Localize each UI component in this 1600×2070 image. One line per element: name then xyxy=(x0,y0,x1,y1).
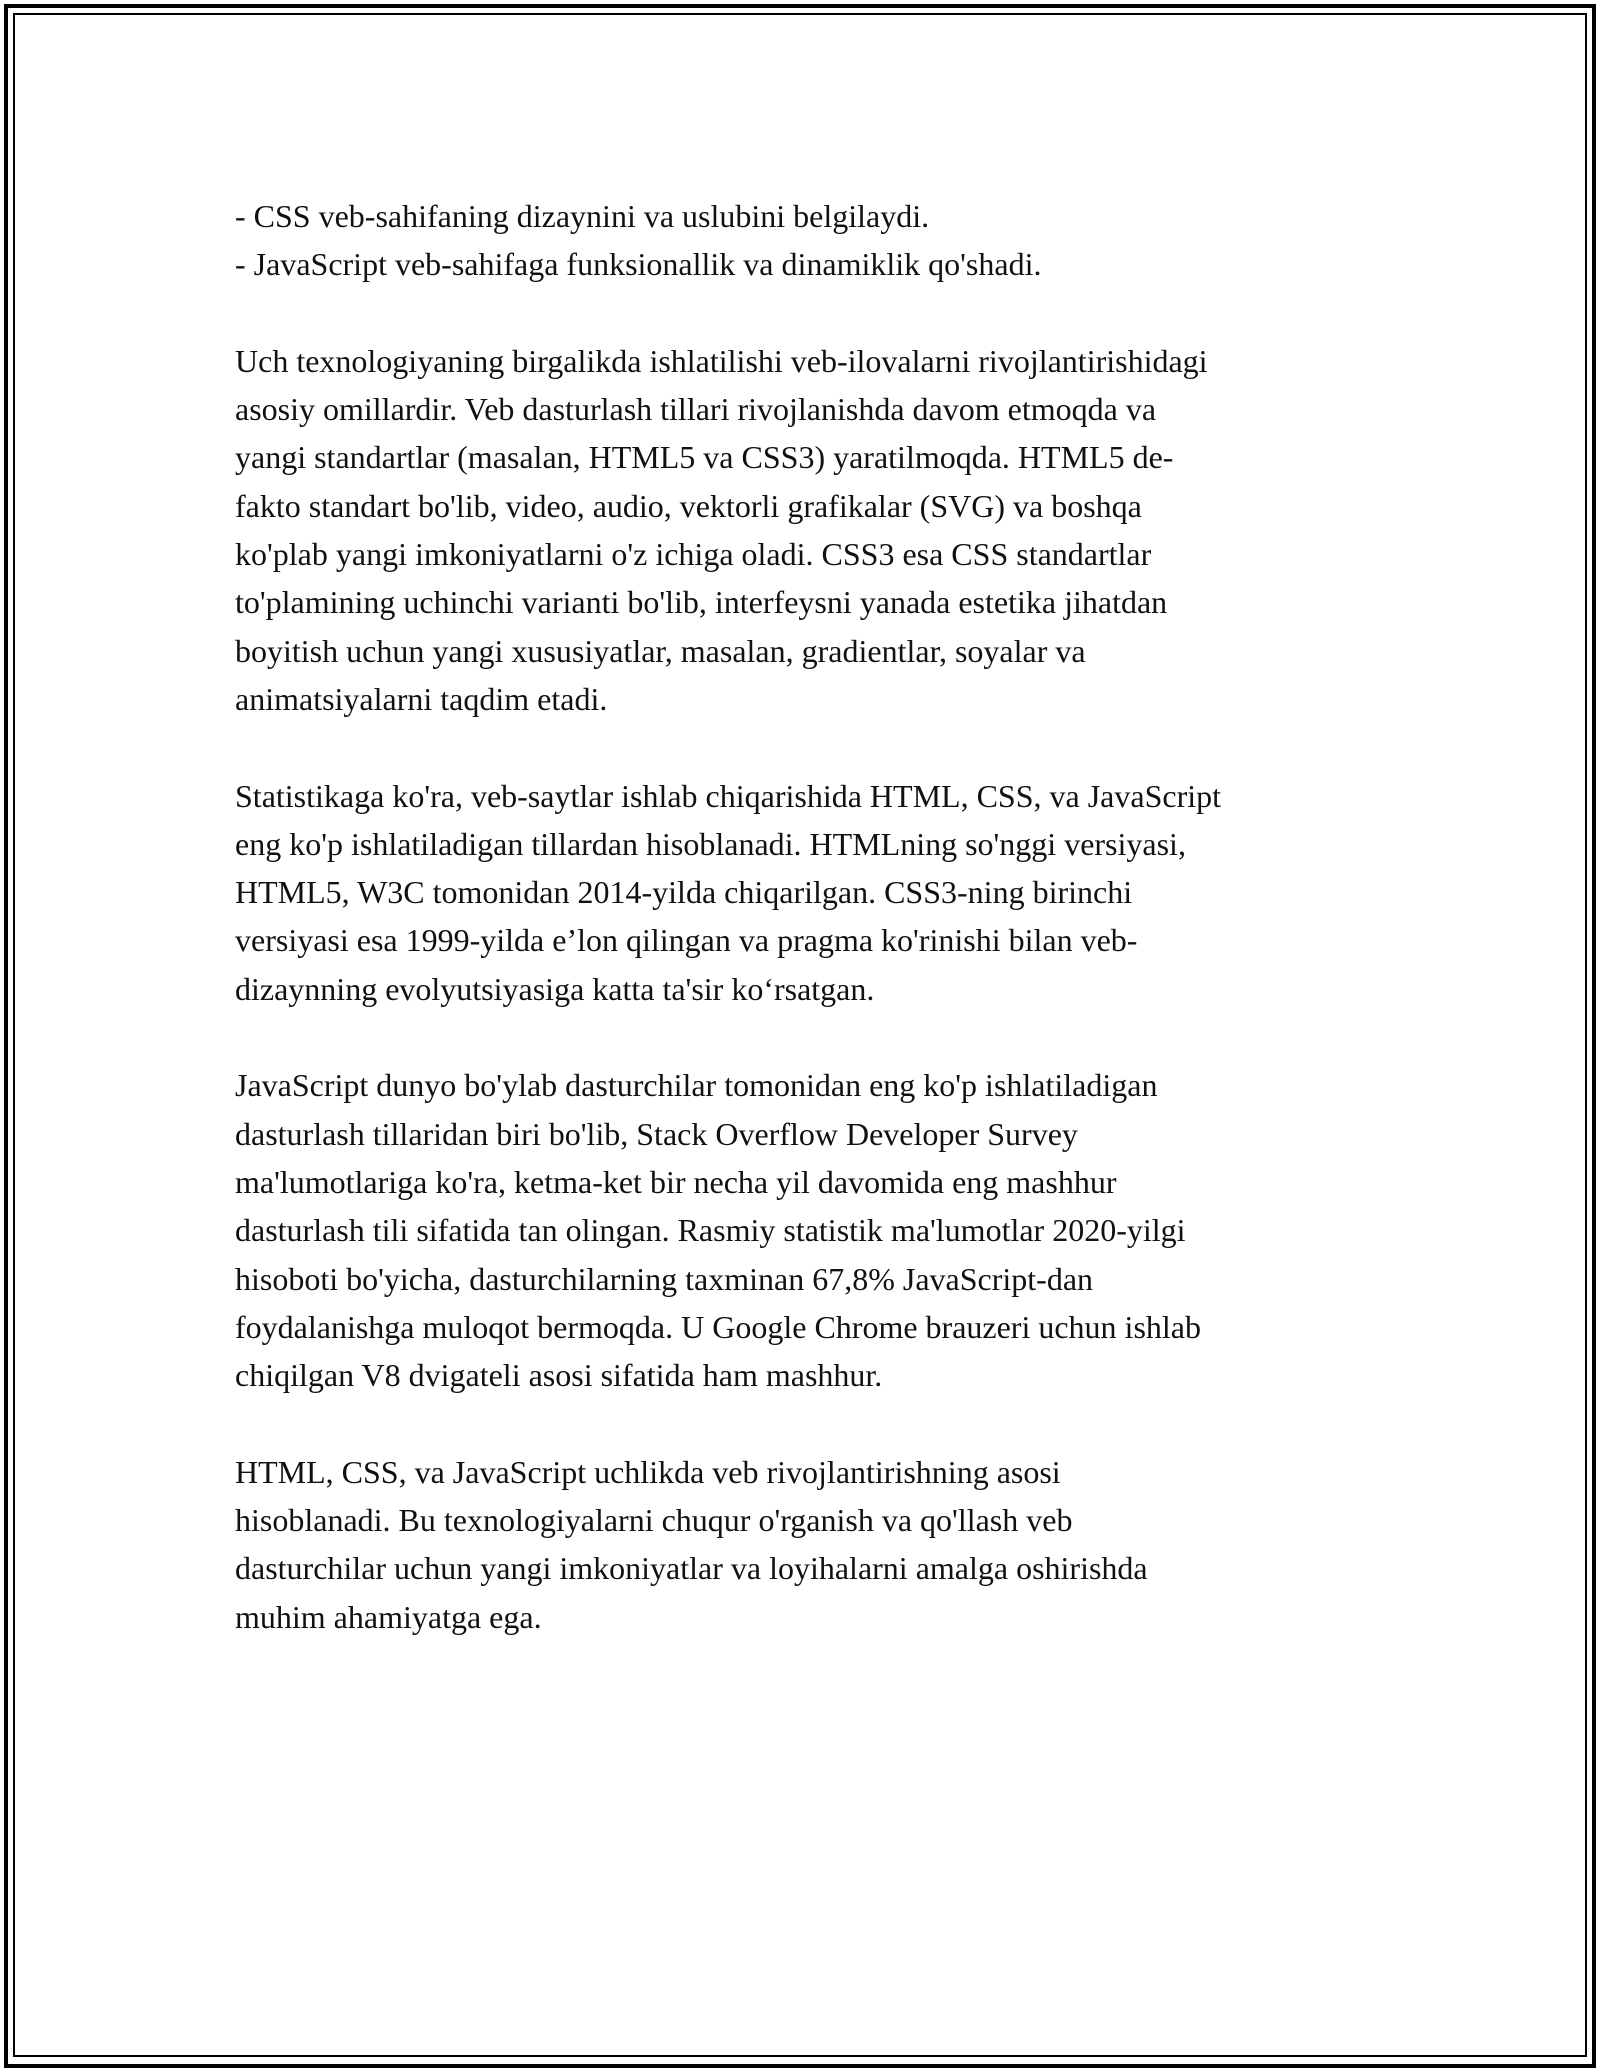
paragraph-spacer xyxy=(235,1399,1375,1447)
paragraph-line: dasturchilar uchun yangi imkoniyatlar va loyihalarni amalga oshirishda xyxy=(235,1550,1148,1587)
document-body xyxy=(235,192,1375,1641)
paragraph-line: boyitish uchun yangi xususiyatlar, masalan, gradientlar, soyalar va xyxy=(235,632,1086,669)
paragraph-line: Statistikaga ko'ra, veb-saytlar ishlab chiqarishida HTML, CSS, va JavaScript xyxy=(235,777,1222,814)
paragraph-line: asosiy omillardir. Veb dasturlash tillari rivojlanishda davom etmoqda va xyxy=(235,391,1157,428)
paragraph-spacer xyxy=(235,289,1375,337)
paragraph-line: JavaScript dunyo bo'ylab dasturchilar tomonidan eng ko'p ishlatiladigan xyxy=(235,1067,1158,1104)
paragraph-line: yangi standartlar (masalan, HTML5 va CSS3) yaratilmoqda. HTML5 de- xyxy=(235,439,1174,476)
paragraph-line: ko'plab yangi imkoniyatlarni o'z ichiga oladi. CSS3 esa CSS standartlar xyxy=(235,536,1152,573)
paragraph-spacer xyxy=(235,1013,1375,1061)
paragraph-line: animatsiyalarni taqdim etadi. xyxy=(235,680,608,717)
paragraph-line: eng ko'p ishlatiladigan tillardan hisoblanadi. HTMLning so'nggi versiyasi, xyxy=(235,825,1186,862)
list-item: - CSS veb-sahifaning dizaynini va uslubini belgilaydi. xyxy=(235,198,930,234)
paragraph-line: hisoboti bo'yicha, dasturchilarning taxminan 67,8% JavaScript-dan xyxy=(235,1260,1094,1297)
paragraph-line: Uch texnologiyaning birgalikda ishlatilishi veb-ilovalarni rivojlantirishidagi xyxy=(235,342,1208,379)
paragraph-line: dasturlash tili sifatida tan olingan. Rasmiy statistik ma'lumotlar 2020-yilgi xyxy=(235,1212,1186,1249)
paragraph-conclusion xyxy=(235,1448,1375,1641)
paragraph-line: HTML5, W3C tomonidan 2014-yilda chiqarilgan. CSS3-ning birinchi xyxy=(235,874,1133,911)
paragraph-statistics xyxy=(235,772,1375,1013)
paragraph-line: dasturlash tillaridan biri bo'lib, Stack Overflow Developer Survey xyxy=(235,1115,1078,1152)
paragraph-line: HTML, CSS, va JavaScript uchlikda veb rivojlantirishning asosi xyxy=(235,1453,1061,1490)
paragraph-line: dizaynning evolyutsiyasiga katta ta'sir ko‘rsatgan. xyxy=(235,970,875,1007)
paragraph-line: to'plamining uchinchi varianti bo'lib, interfeysni yanada estetika jihatdan xyxy=(235,584,1168,621)
paragraph-line: ma'lumotlariga ko'ra, ketma-ket bir necha yil davomida eng mashhur xyxy=(235,1163,1117,1200)
paragraph-line: hisoblanadi. Bu texnologiyalarni chuqur o'rganish va qo'llash veb xyxy=(235,1502,1073,1539)
paragraph-line: muhim ahamiyatga ega. xyxy=(235,1598,542,1635)
paragraph-line: fakto standart bo'lib, video, audio, vektorli grafikalar (SVG) va boshqa xyxy=(235,487,1142,524)
paragraph-line: chiqilgan V8 dvigateli asosi sifatida ham mashhur. xyxy=(235,1357,883,1394)
bullet-list xyxy=(235,192,1375,289)
paragraph-spacer xyxy=(235,723,1375,771)
list-item: - JavaScript veb-sahifaga funksionallik va dinamiklik qo'shadi. xyxy=(235,246,1042,283)
paragraph-technologies xyxy=(235,337,1375,723)
paragraph-line: versiyasi esa 1999-yilda e’lon qilingan va pragma ko'rinishi bilan veb- xyxy=(235,922,1138,959)
paragraph-javascript xyxy=(235,1061,1375,1399)
paragraph-line: foydalanishga muloqot bermoqda. U Google Chrome brauzeri uchun ishlab xyxy=(235,1308,1201,1345)
